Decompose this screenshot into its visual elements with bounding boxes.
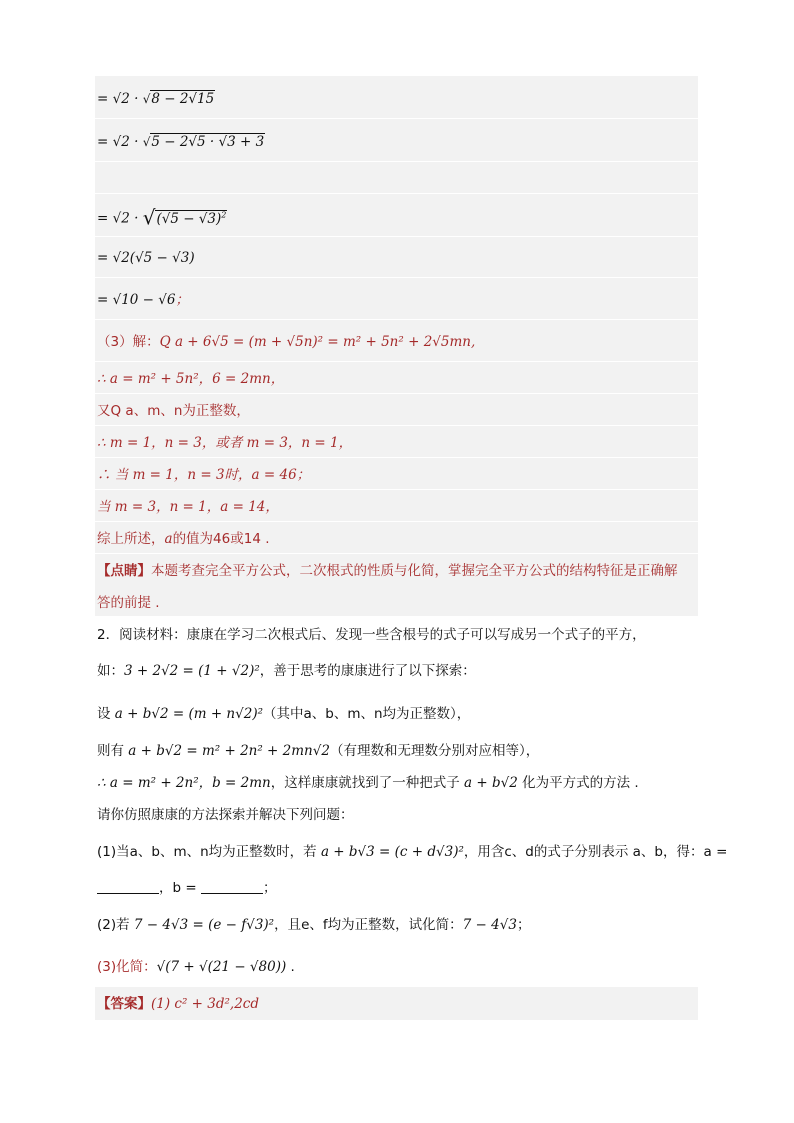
question-2: (2)若 7 − 4√3 = (e − f√3)²，且e、f均为正整数，试化简：7 − 4√3； [97,917,531,933]
problem-intro: 2．阅读材料：康康在学习二次根式后、发现一些含根号的式子可以写成另一个式子的平方， [97,627,646,643]
question-3: (3)化简：√(7 + √(21 − √80)) . [97,959,295,975]
divider [95,393,698,394]
solution-line: 当 m = 3，n = 1，a = 14， [97,499,279,515]
divider [95,193,698,194]
divider [95,457,698,458]
divider [95,319,698,320]
solution-line: 又Q a、m、n为正整数， [97,403,250,419]
solution-line: 综上所述，a的值为46或14 . [97,531,270,547]
divider [95,236,698,237]
divider [95,521,698,522]
divider [95,425,698,426]
solution-line: = $√2 \cdot √(√5 - √3)^2$ [97,205,227,230]
solution-line: = √2(√5 − √3) [97,250,195,266]
answer-line: 【答案】(1) c² + 3d²,2cd [97,996,260,1012]
divider [95,489,698,490]
question-1: (1)当a、b、m、n均为正整数时，若 a + b√3 = (c + d√3)²，用含c、d的式子分别表示 a、b，得：a = [97,844,728,860]
divider [95,161,698,162]
problem-set: 设 a + b√2 = (m + n√2)²（其中a、b、m、n均为正整数）， [97,706,471,722]
solution-line: ∴ m = 1，n = 3，或者 m = 3，n = 1， [97,435,353,451]
comment-line: 【点睛】本题考查完全平方公式，二次根式的性质与化简，掌握完全平方公式的结构特征是正确解 [97,563,678,579]
solution-line: ∴ 当 m = 1，n = 3时，a = 46； [97,467,311,483]
problem-example: 如：3 + 2√2 = (1 + √2)²，善于思考的康康进行了以下探索： [97,663,476,679]
solution-line: （3）解：Q a + 6√5 = (m + √5n)² = m² + 5n² + 2√5mn, [97,334,476,350]
divider [95,118,698,119]
solution-line: = √2 · √5 − 2√5 · √3 + 3 [97,134,265,150]
solution-line: = √10 − √6； [97,292,189,308]
comment-line: 答的前提 . [97,595,160,611]
divider [95,277,698,278]
divider [95,553,698,554]
problem-then: 则有 a + b√2 = m² + 2n² + 2mn√2（有理数和无理数分别对应相等）， [97,743,540,759]
problem-ask: 请你仿照康康的方法探索并解决下列问题： [97,807,354,823]
problem-so: ∴ a = m² + 2n²，b = 2mn，这样康康就找到了一种把式子 a + b√2 化为平方式的方法 . [97,775,639,791]
answer-blank[interactable] [97,881,159,894]
divider [95,361,698,362]
solution-line: ∴ a = m² + 5n²，6 = 2mn， [97,371,285,387]
solution-line: = √2 · √8 − 2√15 [97,91,215,107]
question-1-blanks: ，b = ； [97,879,276,897]
answer-blank[interactable] [201,881,263,894]
